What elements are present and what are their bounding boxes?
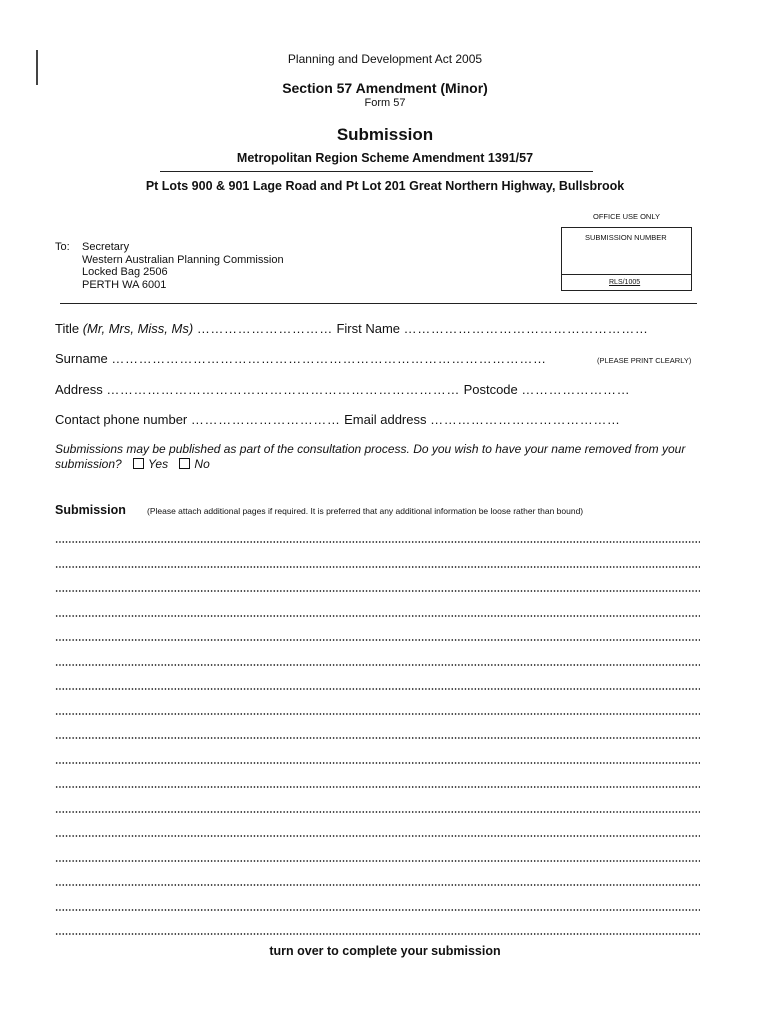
submission-line[interactable] xyxy=(55,688,700,690)
section-rule xyxy=(60,303,697,304)
submission-line[interactable] xyxy=(55,664,700,666)
surname-row xyxy=(55,351,547,366)
reference-code: RLS/1005 xyxy=(609,279,641,286)
title-label: Title xyxy=(55,321,83,336)
section-title: Section 57 Amendment (Minor) xyxy=(282,80,488,96)
recipient-line: PERTH WA 6001 xyxy=(82,279,167,291)
yes-checkbox[interactable] xyxy=(133,458,144,469)
submission-line[interactable] xyxy=(55,737,700,739)
submission-line[interactable] xyxy=(55,811,700,813)
postcode-label: Postcode xyxy=(463,382,518,397)
surname-label: Surname xyxy=(55,351,108,366)
first-name-label: First Name xyxy=(336,321,400,336)
email-field[interactable]: …………………………………… xyxy=(430,412,621,427)
submission-number-label: SUBMISSION NUMBER xyxy=(585,233,667,242)
form-number: Form 57 xyxy=(364,97,406,109)
postcode-field[interactable]: …………………… xyxy=(521,382,631,397)
submission-line[interactable] xyxy=(55,933,700,935)
yes-label: Yes xyxy=(148,457,169,471)
scheme-amendment: Metropolitan Region Scheme Amendment 1391/57 xyxy=(236,151,534,165)
submission-line[interactable] xyxy=(55,566,700,568)
box-divider xyxy=(561,274,692,275)
submission-line[interactable] xyxy=(55,835,700,837)
phone-field[interactable]: …………………………… xyxy=(190,412,341,427)
lots-description: Pt Lots 900 & 901 Lage Road and Pt Lot 201 Great Northern Highway, Bullsbrook xyxy=(145,179,625,193)
submission-line[interactable] xyxy=(55,860,700,862)
no-checkbox[interactable] xyxy=(179,458,190,469)
recipient-line: Secretary xyxy=(82,241,130,253)
contact-row xyxy=(55,412,621,427)
submission-line[interactable] xyxy=(55,541,700,543)
address-field[interactable]: …………………………………………………………………… xyxy=(106,382,460,397)
submission-note: (Please attach additional pages if required. It is preferred that any additional information be loose rather than bound) xyxy=(147,506,584,516)
surname-field[interactable]: …………………………………………………………………………………… xyxy=(111,351,547,366)
submission-label: Submission xyxy=(55,503,126,517)
act-title: Planning and Development Act 2005 xyxy=(287,52,483,66)
publish-question-text: Submissions may be published as part of the consultation process. Do you wish to have your name removed from your submission? xyxy=(55,442,686,471)
print-clearly-note: (PLEASE PRINT CLEARLY) xyxy=(597,356,692,365)
first-name-field[interactable]: ……………………………………………… xyxy=(403,321,649,336)
address-row xyxy=(55,382,630,397)
turn-over-note: turn over to complete your submission xyxy=(269,944,501,958)
phone-label: Contact phone number xyxy=(55,412,188,427)
submission-line[interactable] xyxy=(55,590,700,592)
no-label: No xyxy=(194,457,210,471)
submission-line[interactable] xyxy=(55,639,700,641)
title-row xyxy=(55,321,648,336)
submission-line[interactable] xyxy=(55,786,700,788)
email-label: Email address xyxy=(344,412,427,427)
submission-line[interactable] xyxy=(55,713,700,715)
recipient-line: Locked Bag 2506 xyxy=(82,266,168,278)
submission-line[interactable] xyxy=(55,884,700,886)
publish-question xyxy=(55,442,715,472)
title-rule xyxy=(160,171,593,172)
title-field[interactable]: ………………………… xyxy=(196,321,333,336)
submission-line[interactable] xyxy=(55,762,700,764)
office-use-label: OFFICE USE ONLY xyxy=(593,212,660,221)
title-hint: (Mr, Mrs, Miss, Ms) xyxy=(82,321,194,336)
to-label: To: xyxy=(55,241,70,253)
page-title: Submission xyxy=(336,125,434,144)
recipient-line: Western Australian Planning Commission xyxy=(82,254,284,266)
submission-line[interactable] xyxy=(55,615,700,617)
submission-line[interactable] xyxy=(55,909,700,911)
address-label: Address xyxy=(55,382,103,397)
